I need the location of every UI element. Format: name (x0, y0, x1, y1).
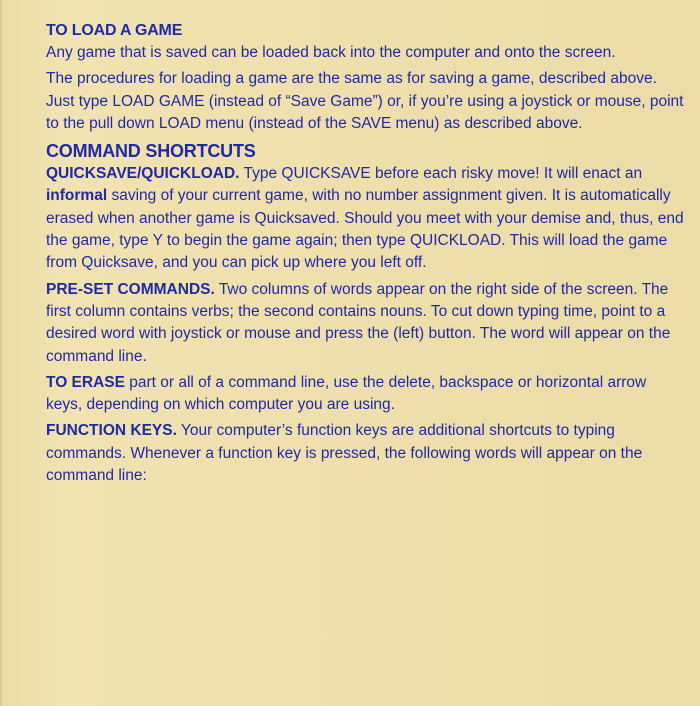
load-game-paragraph-2: The procedures for loading a game are the same as for saving a game, described above. Just type LOAD GAME (instead of “Save Game”) or, if you’re using a joystick or mouse, point to the pull down LOAD menu (instead of the SAVE menu) as described above. (46, 70, 684, 132)
function-keys-lead: FUNCTION KEYS. (46, 422, 177, 440)
load-game-paragraph-1: Any game that is saved can be loaded back into the computer and onto the screen. (46, 44, 616, 61)
erase-text: part or all of a command line, use the delete, backspace or horizontal arrow keys, depending on which computer you are using. (46, 373, 647, 414)
function-keys-text: Your computer’s function keys are additional shortcuts to typing commands. Whenever a function key is pressed, the following words will appear on the command line: (46, 422, 643, 485)
load-game-heading: TO LOAD A GAME (46, 22, 183, 39)
quicksave-lead: QUICKSAVE/QUICKLOAD. (46, 165, 240, 183)
preset-commands-lead: PRE-SET COMMANDS. (46, 280, 215, 298)
quicksave-paragraph (46, 163, 686, 274)
quicksave-text-a: Type QUICKSAVE before each risky move! It will enact an (239, 165, 643, 183)
erase-paragraph (46, 372, 686, 417)
function-keys-paragraph (46, 420, 686, 487)
command-shortcuts-heading: COMMAND SHORTCUTS (46, 141, 256, 162)
erase-lead: TO ERASE (46, 373, 125, 391)
preset-commands-paragraph (46, 279, 686, 368)
preset-commands-text: Two columns of words appear on the right side of the screen. The first column contains verbs; the second contains nouns. To cut down typing time, point to a desired word with joystick or mouse and press the (left) button. The word will appear on the command line. (46, 280, 671, 365)
page-binding-shadow (0, 0, 4, 706)
quicksave-emphasis: informal (46, 187, 108, 205)
quicksave-text-b: saving of your current game, with no number assignment given. It is automatically erased when another game is Quicksaved. Should you meet with your demise and, thus, end the game, type Y to begin the game again; then type QUICKLOAD. This will load the game from Quicksave, and you can pick up where you left off. (46, 187, 684, 272)
manual-page (46, 20, 686, 491)
